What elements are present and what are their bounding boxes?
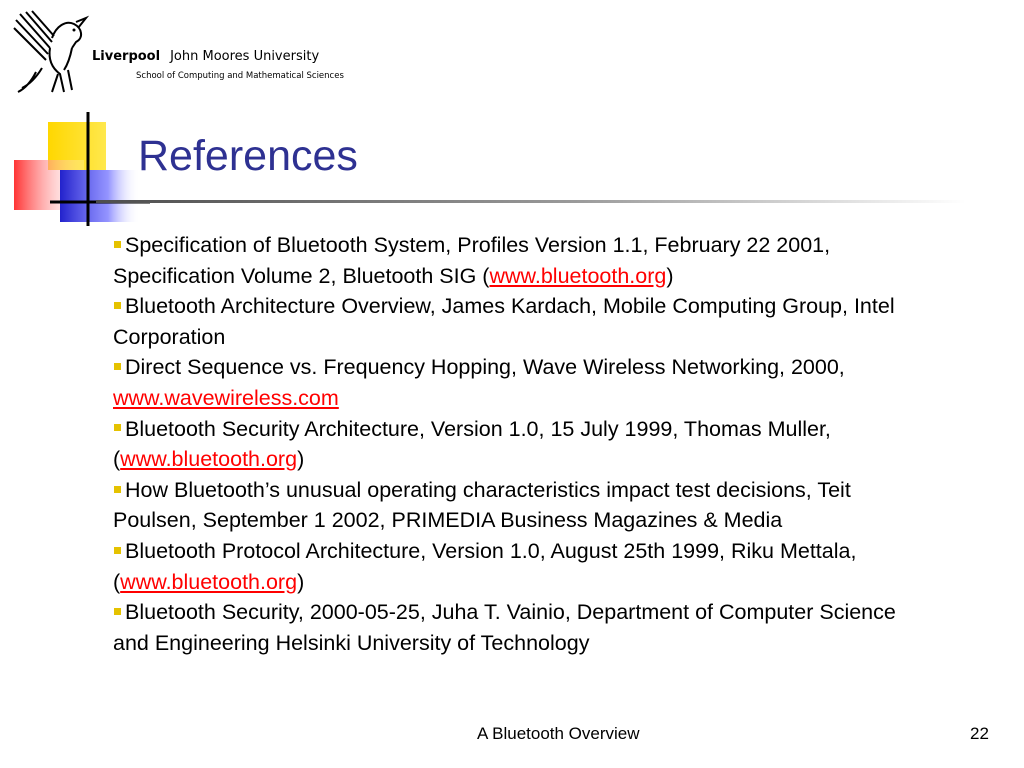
page-number: 22 — [970, 724, 989, 743]
square-bullet-icon — [114, 424, 121, 431]
reference-item — [113, 291, 903, 352]
reference-item — [113, 230, 903, 291]
reference-text: Bluetooth Security Architecture, Version 1.0, 15 July 1999, Thomas Muller, ( — [113, 416, 831, 472]
reference-item — [113, 536, 903, 597]
reference-text: Bluetooth Architecture Overview, James Kardach, Mobile Computing Group, Intel Corporation — [113, 294, 895, 349]
slide-title: References — [138, 132, 358, 180]
reference-link[interactable]: www.wavewireless.com — [113, 385, 339, 410]
school-name: School of Computing and Mathematical Sciences — [136, 71, 344, 81]
square-bullet-icon — [114, 547, 121, 554]
reference-item — [113, 475, 903, 536]
reference-text-tail: ) — [297, 569, 305, 594]
square-bullet-icon — [114, 486, 121, 493]
reference-link[interactable]: www.bluetooth.org — [120, 447, 298, 472]
reference-text: Bluetooth Security, 2000-05-25, Juha T. Vainio, Department of Computer Science and Engineering Helsinki University of Technology — [113, 600, 896, 655]
reference-text-tail: ) — [666, 263, 674, 288]
square-bullet-icon — [114, 608, 121, 615]
reference-text: Direct Sequence vs. Frequency Hopping, Wave Wireless Networking, 2000, — [125, 355, 845, 380]
reference-link[interactable]: www.bluetooth.org — [120, 569, 298, 594]
reference-list — [113, 230, 903, 658]
title-rule — [96, 200, 966, 203]
reference-link[interactable]: www.bluetooth.org — [489, 263, 667, 288]
reference-text: Bluetooth Protocol Architecture, Version 1.0, August 25th 1999, Riku Mettala, ( — [113, 538, 857, 594]
university-name-rest: John Moores University — [170, 49, 320, 64]
reference-text-tail: ) — [297, 447, 305, 472]
reference-text: Specification of Bluetooth System, Profiles Version 1.1, February 22 2001, Specification Volume 2, Bluetooth SIG ( — [113, 233, 831, 288]
university-name-bold: Liverpool — [92, 49, 161, 64]
footer-text: A Bluetooth Overview — [477, 724, 640, 743]
reference-item — [113, 352, 903, 413]
university-name — [92, 49, 319, 64]
square-bullet-icon — [114, 241, 121, 248]
reference-item — [113, 597, 903, 658]
square-bullet-icon — [114, 302, 121, 309]
liver-bird-logo — [12, 8, 92, 96]
reference-text: How Bluetooth’s unusual operating characteristics impact test decisions, Teit Poulsen, September 1 2002, PRIMEDIA Business Magazines & Media — [113, 477, 851, 533]
square-bullet-icon — [114, 363, 121, 370]
reference-item — [113, 414, 903, 475]
